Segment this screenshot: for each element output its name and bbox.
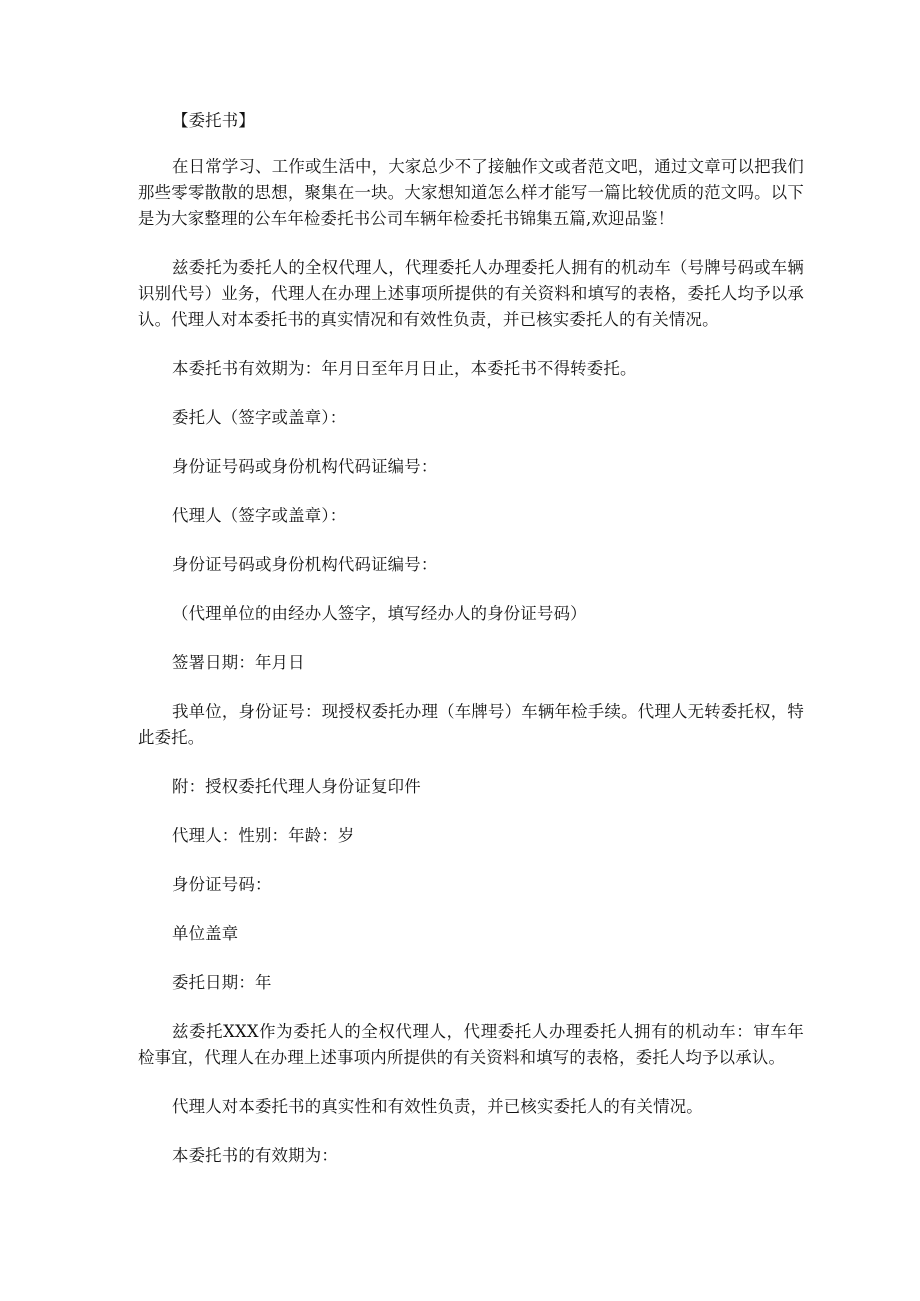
paragraph-principal-id: 身份证号码或身份机构代码证编号： xyxy=(172,457,438,476)
paragraph-principal-signature: 委托人（签字或盖章）： xyxy=(172,408,347,427)
paragraph-xxx-authorization: 兹委托XXX作为委托人的全权代理人，代理委托人办理委托人拥有的机动车：审车年检事宜，代理人在办理上述事项内所提供的有关资料和填写的表格，委托人均予以承认。 xyxy=(138,1022,804,1067)
document-heading: 【委托书】 xyxy=(172,111,255,130)
paragraph-agent-responsibility: 代理人对本委托书的真实性和有效性负责，并已核实委托人的有关情况。 xyxy=(172,1097,703,1116)
paragraph-sign-date: 签署日期：年月日 xyxy=(172,653,305,672)
paragraph-agent-details: 代理人：性别：年龄：岁 xyxy=(172,826,355,845)
paragraph-delegation-date: 委托日期：年 xyxy=(172,973,272,992)
paragraph-authorization: 兹委托为委托人的全权代理人，代理委托人办理委托人拥有的机动车（号牌号码或车辆识别代号）业务，代理人在办理上述事项所提供的有关资料和填写的表格，委托人均予以承认。代理人对本委托书的真实情况和有效性负责，并已核实委托人的有关情况。 xyxy=(138,258,804,329)
paragraph-agent-note: （代理单位的由经办人签字，填写经办人的身份证号码） xyxy=(172,604,587,623)
paragraph-attachment: 附：授权委托代理人身份证复印件 xyxy=(172,777,421,796)
paragraph-id-number: 身份证号码： xyxy=(172,875,272,894)
paragraph-validity: 本委托书有效期为：年月日至年月日止，本委托书不得转委托。 xyxy=(172,359,637,378)
paragraph-agent-id: 身份证号码或身份机构代码证编号： xyxy=(172,555,438,574)
paragraph-intro: 在日常学习、工作或生活中，大家总少不了接触作文或者范文吧，通过文章可以把我们那些零零散散的思想，聚集在一块。大家想知道怎么样才能写一篇比较优质的范文吗。以下是为大家整理的公车年检委托书公司车辆年检委托书锦集五篇,欢迎品鉴！ xyxy=(138,157,804,228)
paragraph-validity-period: 本委托书的有效期为： xyxy=(172,1146,338,1165)
paragraph-unit-seal: 单位盖章 xyxy=(172,924,239,943)
paragraph-unit-authorization: 我单位，身份证号：现授权委托办理（车牌号）车辆年检手续。代理人无转委托权，特此委托。 xyxy=(138,702,804,747)
paragraph-agent-signature: 代理人（签字或盖章）： xyxy=(172,506,347,525)
document-page xyxy=(138,108,804,1169)
